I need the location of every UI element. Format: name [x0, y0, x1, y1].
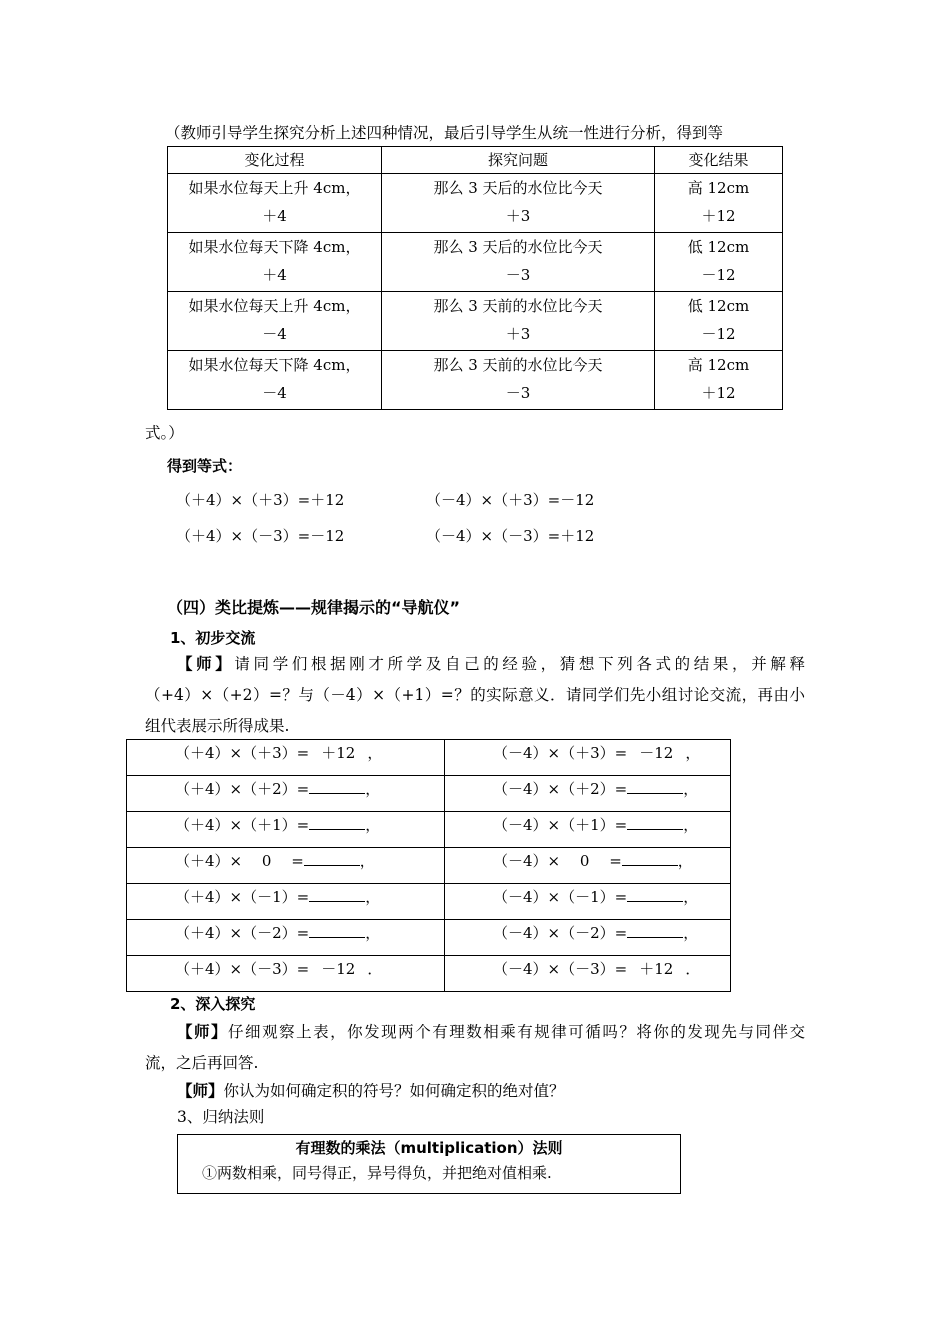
- answer-blank[interactable]: [309, 778, 365, 794]
- table-row: [127, 848, 731, 884]
- answer-blank[interactable]: [304, 850, 360, 866]
- answer-blank[interactable]: [309, 886, 365, 902]
- answer-blank[interactable]: [627, 886, 683, 902]
- answer-value: ＋12: [639, 960, 674, 978]
- expression-cell-right: （－4）×（＋3）= －12 ，: [445, 740, 731, 776]
- teacher-tag: 【师】: [177, 1082, 224, 1100]
- answer-blank[interactable]: [627, 922, 683, 938]
- subsection-title: 1、初步交流: [170, 629, 256, 647]
- header-question: 探究问题: [382, 147, 655, 174]
- equation: （－4）×（＋3）=－12: [426, 491, 595, 509]
- result-cell: 低 12cm －12: [655, 292, 783, 351]
- section-title: （四）类比提炼——规律揭示的“导航仪”: [167, 598, 461, 617]
- answer-value: ＋12: [321, 744, 356, 762]
- expression-cell-right: （－4）×（－1）= ，: [445, 884, 731, 920]
- table-header-row: [168, 147, 783, 174]
- process-cell: 如果水位每天下降 4cm， －4: [168, 351, 382, 410]
- subsection-title: 3、归纳法则: [177, 1108, 265, 1126]
- table-row: [168, 292, 783, 351]
- rule-item: ①两数相乘，同号得正，异号得负，并把绝对值相乘.: [202, 1164, 552, 1182]
- process-cell: 如果水位每天上升 4cm， ＋4: [168, 174, 382, 233]
- answer-value: －12: [639, 744, 674, 762]
- expression-cell-right: （－4）×（＋1）= ，: [445, 812, 731, 848]
- table-row: [127, 920, 731, 956]
- rule-title: 有理数的乘法（multiplication）法则: [295, 1139, 563, 1157]
- expression-cell-left: （＋4）×（－1）= ，: [127, 884, 445, 920]
- answer-blank[interactable]: [309, 814, 365, 830]
- expression-cell-right: （－4）×（－2）= ，: [445, 920, 731, 956]
- expression-cell-left: （＋4）×（＋1）= ，: [127, 812, 445, 848]
- answer-value: －12: [321, 960, 356, 978]
- table-row: [127, 812, 731, 848]
- teacher-paragraph-3: 【师】你认为如何确定积的符号？如何确定积的绝对值？: [177, 1082, 565, 1100]
- question-cell: 那么 3 天前的水位比今天 ＋3: [382, 292, 655, 351]
- result-cell: 高 12cm ＋12: [655, 174, 783, 233]
- header-process: 变化过程: [168, 147, 382, 174]
- equation: （＋4）×（－3）=－12: [176, 527, 345, 545]
- equation: （－4）×（－3）=＋12: [426, 527, 595, 545]
- answer-blank[interactable]: [627, 814, 683, 830]
- expression-cell-left: （＋4）×（－2）= ，: [127, 920, 445, 956]
- answer-blank[interactable]: [309, 922, 365, 938]
- answer-blank[interactable]: [622, 850, 678, 866]
- expression-cell-right: （－4）× 0 = ，: [445, 848, 731, 884]
- rule-box: [177, 1134, 681, 1194]
- expression-cell-right: （－4）×（＋2）= ，: [445, 776, 731, 812]
- header-result: 变化结果: [655, 147, 783, 174]
- equations-title: 得到等式：: [167, 457, 243, 475]
- subsection-title: 2、深入探究: [170, 995, 256, 1013]
- teacher-paragraph-2: 【师】仔细观察上表，你发现两个有理数相乘有规律可循吗？将你的发现先与同伴交 流，之后再回答.: [145, 1023, 805, 1072]
- expression-cell-left: （＋4）×（＋2）= ，: [127, 776, 445, 812]
- table-row: [168, 233, 783, 292]
- result-cell: 高 12cm ＋12: [655, 351, 783, 410]
- water-level-table: [167, 146, 783, 410]
- question-cell: 那么 3 天前的水位比今天 －3: [382, 351, 655, 410]
- multiplication-table: [126, 739, 731, 992]
- expression-cell-left: （＋4）× 0 = ，: [127, 848, 445, 884]
- process-cell: 如果水位每天下降 4cm， ＋4: [168, 233, 382, 292]
- question-cell: 那么 3 天后的水位比今天 －3: [382, 233, 655, 292]
- process-cell: 如果水位每天上升 4cm， －4: [168, 292, 382, 351]
- intro-tail: 式。）: [145, 424, 184, 442]
- table-row: [127, 956, 731, 992]
- teacher-paragraph-1: 【师】请同学们根据刚才所学及自己的经验，猜想下列各式的结果，并解释 （+4）×（+2）=？与（－4）×（+1）=？的实际意义．请同学们先小组讨论交流，再由小 组代表展示所得成果.: [145, 655, 805, 735]
- expression-cell-left: （＋4）×（＋3）= ＋12 ，: [127, 740, 445, 776]
- table-row: [168, 174, 783, 233]
- table-row: [168, 351, 783, 410]
- table-row: [127, 776, 731, 812]
- expression-cell-right: （－4）×（－3）= ＋12 ．: [445, 956, 731, 992]
- teacher-tag: 【师】: [177, 655, 235, 673]
- answer-blank[interactable]: [627, 778, 683, 794]
- result-cell: 低 12cm －12: [655, 233, 783, 292]
- equation: （＋4）×（＋3）=＋12: [176, 491, 345, 509]
- table-row: [127, 884, 731, 920]
- table-row: [127, 740, 731, 776]
- intro-line: （教师引导学生探究分析上述四种情况，最后引导学生从统一性进行分析，得到等: [165, 124, 724, 142]
- question-cell: 那么 3 天后的水位比今天 ＋3: [382, 174, 655, 233]
- teacher-tag: 【师】: [177, 1023, 229, 1041]
- expression-cell-left: （＋4）×（－3）= －12 ．: [127, 956, 445, 992]
